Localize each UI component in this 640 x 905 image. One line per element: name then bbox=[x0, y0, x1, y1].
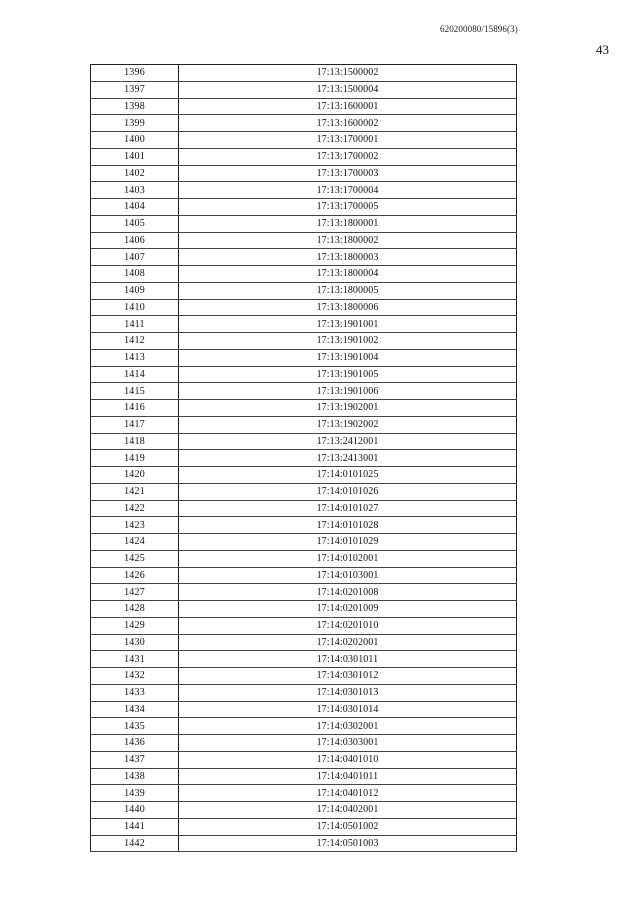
row-number-cell: 1400 bbox=[91, 132, 179, 149]
row-number-cell: 1435 bbox=[91, 718, 179, 735]
row-number-cell: 1433 bbox=[91, 684, 179, 701]
cadastral-code-cell: 17:14:0402001 bbox=[179, 802, 517, 819]
table-row bbox=[91, 500, 517, 517]
row-number-cell: 1436 bbox=[91, 735, 179, 752]
table-row bbox=[91, 266, 517, 283]
table-row bbox=[91, 199, 517, 216]
table-row bbox=[91, 651, 517, 668]
table-row bbox=[91, 416, 517, 433]
table-row bbox=[91, 81, 517, 98]
cadastral-code-cell: 17:14:0501003 bbox=[179, 835, 517, 852]
table-row bbox=[91, 115, 517, 132]
cadastral-code-cell: 17:13:1600002 bbox=[179, 115, 517, 132]
row-number-cell: 1408 bbox=[91, 266, 179, 283]
cadastral-code-cell: 17:14:0201010 bbox=[179, 617, 517, 634]
row-number-cell: 1429 bbox=[91, 617, 179, 634]
row-number-cell: 1423 bbox=[91, 517, 179, 534]
table-row bbox=[91, 785, 517, 802]
table-row bbox=[91, 366, 517, 383]
cadastral-code-cell: 17:14:0101025 bbox=[179, 467, 517, 484]
row-number-cell: 1428 bbox=[91, 601, 179, 618]
cadastral-code-cell: 17:13:1800004 bbox=[179, 266, 517, 283]
registry-table bbox=[90, 64, 517, 852]
cadastral-code-cell: 17:14:0101029 bbox=[179, 534, 517, 551]
row-number-cell: 1410 bbox=[91, 299, 179, 316]
cadastral-code-cell: 17:14:0301014 bbox=[179, 701, 517, 718]
table-row bbox=[91, 483, 517, 500]
row-number-cell: 1416 bbox=[91, 400, 179, 417]
cadastral-code-cell: 17:14:0301012 bbox=[179, 668, 517, 685]
cadastral-code-cell: 17:13:1901005 bbox=[179, 366, 517, 383]
table-row bbox=[91, 634, 517, 651]
cadastral-code-cell: 17:13:2413001 bbox=[179, 450, 517, 467]
row-number-cell: 1413 bbox=[91, 349, 179, 366]
cadastral-code-cell: 17:13:1500002 bbox=[179, 65, 517, 82]
table-row bbox=[91, 333, 517, 350]
cadastral-code-cell: 17:14:0103001 bbox=[179, 567, 517, 584]
row-number-cell: 1399 bbox=[91, 115, 179, 132]
row-number-cell: 1438 bbox=[91, 768, 179, 785]
table-row bbox=[91, 802, 517, 819]
row-number-cell: 1431 bbox=[91, 651, 179, 668]
table-row bbox=[91, 835, 517, 852]
page-number: 43 bbox=[596, 42, 609, 57]
cadastral-code-cell: 17:14:0201008 bbox=[179, 584, 517, 601]
cadastral-code-cell: 17:14:0301013 bbox=[179, 684, 517, 701]
table-row bbox=[91, 517, 517, 534]
row-number-cell: 1418 bbox=[91, 433, 179, 450]
row-number-cell: 1419 bbox=[91, 450, 179, 467]
cadastral-code-cell: 17:14:0401010 bbox=[179, 751, 517, 768]
cadastral-code-cell: 17:13:1700001 bbox=[179, 132, 517, 149]
cadastral-code-cell: 17:14:0101026 bbox=[179, 483, 517, 500]
cadastral-code-cell: 17:14:0501002 bbox=[179, 818, 517, 835]
cadastral-code-cell: 17:13:1902001 bbox=[179, 400, 517, 417]
table-row bbox=[91, 400, 517, 417]
row-number-cell: 1424 bbox=[91, 534, 179, 551]
table-row bbox=[91, 718, 517, 735]
row-number-cell: 1427 bbox=[91, 584, 179, 601]
table-row bbox=[91, 98, 517, 115]
cadastral-code-cell: 17:14:0101027 bbox=[179, 500, 517, 517]
cadastral-code-cell: 17:14:0303001 bbox=[179, 735, 517, 752]
table-row bbox=[91, 684, 517, 701]
cadastral-code-cell: 17:13:1901006 bbox=[179, 383, 517, 400]
table-row bbox=[91, 132, 517, 149]
row-number-cell: 1420 bbox=[91, 467, 179, 484]
table-row bbox=[91, 751, 517, 768]
table-row bbox=[91, 584, 517, 601]
cadastral-code-cell: 17:13:1700002 bbox=[179, 148, 517, 165]
cadastral-code-cell: 17:13:1800006 bbox=[179, 299, 517, 316]
row-number-cell: 1425 bbox=[91, 550, 179, 567]
table-row bbox=[91, 316, 517, 333]
table-row bbox=[91, 701, 517, 718]
row-number-cell: 1412 bbox=[91, 333, 179, 350]
table-row bbox=[91, 735, 517, 752]
cadastral-code-cell: 17:13:1800002 bbox=[179, 232, 517, 249]
table-row bbox=[91, 467, 517, 484]
cadastral-code-cell: 17:14:0401011 bbox=[179, 768, 517, 785]
row-number-cell: 1415 bbox=[91, 383, 179, 400]
cadastral-code-cell: 17:13:1700003 bbox=[179, 165, 517, 182]
row-number-cell: 1426 bbox=[91, 567, 179, 584]
cadastral-code-cell: 17:14:0202001 bbox=[179, 634, 517, 651]
row-number-cell: 1439 bbox=[91, 785, 179, 802]
row-number-cell: 1402 bbox=[91, 165, 179, 182]
table-row bbox=[91, 349, 517, 366]
cadastral-code-cell: 17:13:1901001 bbox=[179, 316, 517, 333]
cadastral-code-cell: 17:13:1901002 bbox=[179, 333, 517, 350]
row-number-cell: 1434 bbox=[91, 701, 179, 718]
row-number-cell: 1432 bbox=[91, 668, 179, 685]
table-row bbox=[91, 148, 517, 165]
cadastral-code-cell: 17:13:1902002 bbox=[179, 416, 517, 433]
row-number-cell: 1421 bbox=[91, 483, 179, 500]
row-number-cell: 1422 bbox=[91, 500, 179, 517]
table-row bbox=[91, 65, 517, 82]
cadastral-code-cell: 17:14:0101028 bbox=[179, 517, 517, 534]
table-row bbox=[91, 534, 517, 551]
table-row bbox=[91, 299, 517, 316]
row-number-cell: 1404 bbox=[91, 199, 179, 216]
cadastral-code-cell: 17:13:1800005 bbox=[179, 282, 517, 299]
table-row bbox=[91, 282, 517, 299]
table-row bbox=[91, 165, 517, 182]
row-number-cell: 1417 bbox=[91, 416, 179, 433]
table-row bbox=[91, 232, 517, 249]
row-number-cell: 1437 bbox=[91, 751, 179, 768]
row-number-cell: 1430 bbox=[91, 634, 179, 651]
row-number-cell: 1440 bbox=[91, 802, 179, 819]
row-number-cell: 1407 bbox=[91, 249, 179, 266]
cadastral-code-cell: 17:13:1800001 bbox=[179, 215, 517, 232]
row-number-cell: 1442 bbox=[91, 835, 179, 852]
row-number-cell: 1414 bbox=[91, 366, 179, 383]
table-row bbox=[91, 215, 517, 232]
cadastral-code-cell: 17:14:0201009 bbox=[179, 601, 517, 618]
row-number-cell: 1441 bbox=[91, 818, 179, 835]
table-row bbox=[91, 450, 517, 467]
row-number-cell: 1405 bbox=[91, 215, 179, 232]
table-row bbox=[91, 617, 517, 634]
cadastral-code-cell: 17:13:1600001 bbox=[179, 98, 517, 115]
cadastral-code-cell: 17:13:1500004 bbox=[179, 81, 517, 98]
cadastral-code-cell: 17:14:0401012 bbox=[179, 785, 517, 802]
cadastral-code-cell: 17:13:1800003 bbox=[179, 249, 517, 266]
row-number-cell: 1401 bbox=[91, 148, 179, 165]
cadastral-code-cell: 17:13:1700005 bbox=[179, 199, 517, 216]
cadastral-code-cell: 17:13:1700004 bbox=[179, 182, 517, 199]
row-number-cell: 1403 bbox=[91, 182, 179, 199]
row-number-cell: 1396 bbox=[91, 65, 179, 82]
table-row bbox=[91, 550, 517, 567]
table-row bbox=[91, 768, 517, 785]
cadastral-code-cell: 17:14:0302001 bbox=[179, 718, 517, 735]
row-number-cell: 1406 bbox=[91, 232, 179, 249]
table-row bbox=[91, 668, 517, 685]
table-row bbox=[91, 567, 517, 584]
cadastral-code-cell: 17:14:0301011 bbox=[179, 651, 517, 668]
table-row bbox=[91, 182, 517, 199]
cadastral-code-cell: 17:14:0102001 bbox=[179, 550, 517, 567]
cadastral-code-cell: 17:13:2412001 bbox=[179, 433, 517, 450]
table-row bbox=[91, 601, 517, 618]
table-row bbox=[91, 249, 517, 266]
table-row bbox=[91, 383, 517, 400]
table-row bbox=[91, 818, 517, 835]
row-number-cell: 1398 bbox=[91, 98, 179, 115]
document-id: 620200080/15896(3) bbox=[440, 24, 518, 34]
row-number-cell: 1409 bbox=[91, 282, 179, 299]
row-number-cell: 1411 bbox=[91, 316, 179, 333]
row-number-cell: 1397 bbox=[91, 81, 179, 98]
table-body bbox=[91, 65, 517, 852]
table-row bbox=[91, 433, 517, 450]
cadastral-code-cell: 17:13:1901004 bbox=[179, 349, 517, 366]
